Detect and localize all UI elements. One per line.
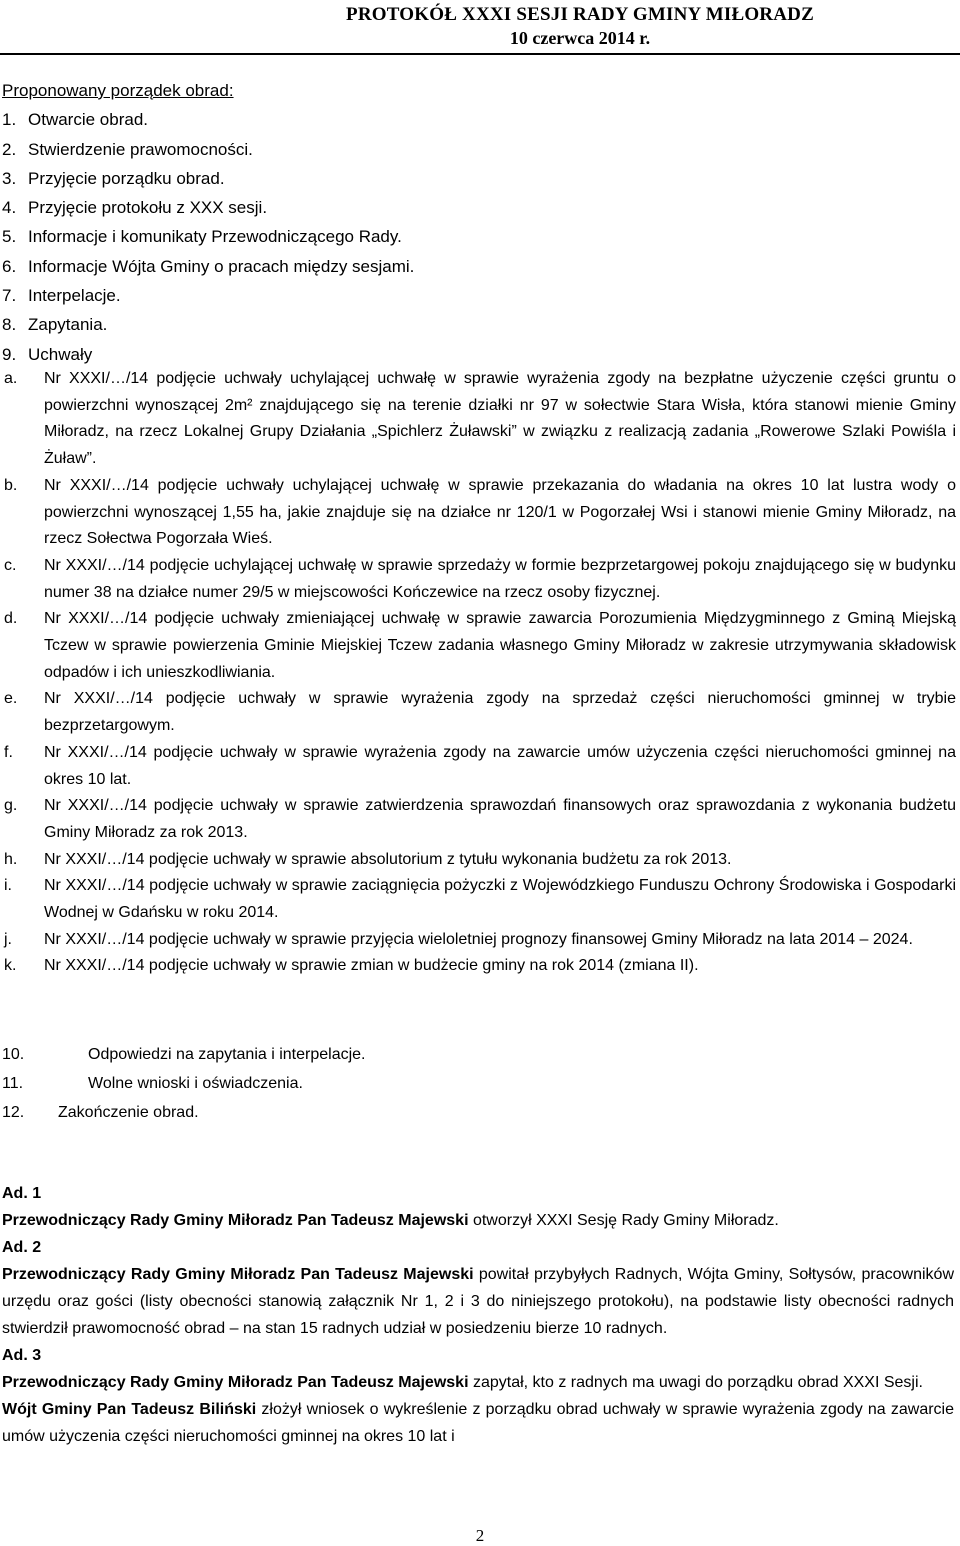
ad3-heading: Ad. 3 — [2, 1347, 42, 1364]
agenda-list — [2, 76, 522, 369]
ad3-paragraph-2: Wójt Gminy Pan Tadeusz Biliński złożył wniosek o wykreślenie z porządku obrad uchwały w sprawie wyrażenia zgody na zawarcie umów użyczenia części nieruchomości gminnej na okres 10 lat i — [2, 1401, 955, 1445]
ad2-paragraph: Przewodniczący Rady Gminy Miłoradz Pan Tadeusz Majewski powitał przybyłych Radnych, Wójta Gminy, Sołtysów, pracowników urzędu oraz gości (listy obecności stanowią załącznik Nr 1, 2 i 3 do niniejszego protokołu), na podstawie listy obecności radnych stwierdził prawomocność obrad – na stan 15 radnych udział w posiedzeniu bierze 10 radnych. — [2, 1266, 954, 1337]
resolution-item: b. Nr XXXI/…/14 podjęcie uchwały uchylającej uchwałę w sprawie przekazania do władania na okres 10 lat lustra wody o powierzchni wynoszącej 1,55 ha, jakie znajduje się na działce nr 120/1 w Pogorzałej Wsi i stanowi mienie Gminy Miłoradz, na rzecz Sołectwa Pogorzała Wieś. — [4, 476, 956, 548]
ad1-paragraph: Przewodniczący Rady Gminy Miłoradz Pan Tadeusz Majewski otworzył XXXI Sesję Rady Gminy Miłoradz. — [2, 1212, 779, 1229]
agenda-tail — [2, 1040, 702, 1127]
agenda-item: 10. Odpowiedzi na zapytania i interpelacje. — [2, 1046, 366, 1063]
agenda-item: 1. Otwarcie obrad. — [2, 110, 148, 130]
resolution-item: f. Nr XXXI/…/14 podjęcie uchwały w sprawie wyrażenia zgody na zawarcie umów użyczenia części nieruchomości gminnej na okres 10 lat. — [4, 743, 956, 788]
page-number: 2 — [475, 1526, 485, 1545]
speaker-name: Przewodniczący Rady Gminy Miłoradz Pan Tadeusz Majewski — [2, 1212, 469, 1229]
header-divider — [0, 53, 960, 55]
agenda-item: 6. Informacje Wójta Gminy o pracach między sesjami. — [2, 256, 415, 276]
agenda-item: 4. Przyjęcie protokołu z XXX sesji. — [2, 198, 268, 218]
resolution-item: d. Nr XXXI/…/14 podjęcie uchwały zmieniającej uchwałę w sprawie zawarcia Porozumienia Międzygminnego z Gminą Miejską Tczew w sprawie powierzenia Gminie Miejskiej Tczew zadania własnego Gminy Miłoradz w zakresie utrzymywania składowisk odpadów i ich unieszkodliwiania. — [4, 610, 956, 681]
agenda-item: 12. Zakończenie obrad. — [2, 1104, 199, 1121]
agenda-item: 9. Uchwały — [2, 344, 93, 364]
agenda-item: 3. Przyjęcie porządku obrad. — [2, 168, 225, 188]
agenda-item: 7. Interpelacje. — [2, 286, 121, 306]
agenda-heading: Proponowany porządek obrad: — [2, 81, 234, 100]
page-header — [200, 4, 960, 48]
resolution-item: c. Nr XXXI/…/14 podjęcie uchylającej uchwałę w sprawie sprzedaży w formie bezprzetargowej pokoju znajdującego się w budynku numer 38 na działce numer 29/5 w miejscowości Kończewice na rzecz osoby fizycznej. — [4, 556, 956, 601]
document-title: PROTOKÓŁ XXXI SESJI RADY GMINY MIŁORADZ — [346, 4, 814, 25]
session-date: 10 czerwca 2014 r. — [509, 28, 651, 48]
speaker-name: Wójt Gminy Pan Tadeusz Biliński — [2, 1401, 257, 1418]
resolution-item: h. Nr XXXI/…/14 podjęcie uchwały w sprawie absolutorium z tytułu wykonania budżetu za rok 2013. — [4, 850, 732, 868]
agenda-item: 5. Informacje i komunikaty Przewodniczącego Rady. — [2, 227, 402, 247]
resolution-item: k. Nr XXXI/…/14 podjęcie uchwały w sprawie zmian w budżecie gminy na rok 2014 (zmiana II). — [4, 957, 699, 975]
resolution-item: a. Nr XXXI/…/14 podjęcie uchwały uchylającej uchwałę w sprawie wyrażenia zgody na bezpłatne użyczenie części gruntu o powierzchni wynoszącej 2m² znajdującego się na terenie działki nr 97 w sołectwie Stara Wisła, która stanowi mienie Gminy Miłoradz, na rzecz Lokalnej Grupy Działania „Spichlerz Żuławski” w związku z realizacją zadania „Rowerowe Szlaki Powiśla i Żuław”. — [4, 370, 956, 468]
resolution-item: e. Nr XXXI/…/14 podjęcie uchwały w sprawie wyrażenia zgody na sprzedaż części nieruchomości gminnej w trybie bezprzetargowym. — [4, 690, 956, 735]
agenda-item: 8. Zapytania. — [2, 315, 108, 335]
resolutions-list — [4, 366, 956, 980]
resolution-item: g. Nr XXXI/…/14 podjęcie uchwały w sprawie zatwierdzenia sprawozdań finansowych oraz sprawozdania z wykonania budżetu Gminy Miłoradz za rok 2013. — [4, 797, 956, 841]
agenda-item: 2. Stwierdzenie prawomocności. — [2, 139, 253, 159]
minutes-body — [2, 1180, 954, 1450]
ad2-heading: Ad. 2 — [2, 1239, 42, 1256]
resolution-item: j. Nr XXXI/…/14 podjęcie uchwały w sprawie przyjęcia wieloletniej prognozy finansowej Gminy Miłoradz na lata 2014 – 2024. — [4, 930, 913, 948]
ad3-paragraph: Przewodniczący Rady Gminy Miłoradz Pan Tadeusz Majewski zapytał, kto z radnych ma uwagi do porządku obrad XXXI Sesji. — [2, 1374, 923, 1391]
speaker-name: Przewodniczący Rady Gminy Miłoradz Pan Tadeusz Majewski — [2, 1266, 474, 1283]
speaker-name: Przewodniczący Rady Gminy Miłoradz Pan Tadeusz Majewski — [2, 1374, 469, 1391]
resolution-item: i. Nr XXXI/…/14 podjęcie uchwały w sprawie zaciągnięcia pożyczki z Wojewódzkiego Funduszu Ochrony Środowiska i Gospodarki Wodnej w Gdańsku w roku 2014. — [4, 877, 956, 922]
agenda-item: 11. Wolne wnioski i oświadczenia. — [2, 1075, 303, 1092]
ad1-heading: Ad. 1 — [2, 1185, 42, 1202]
